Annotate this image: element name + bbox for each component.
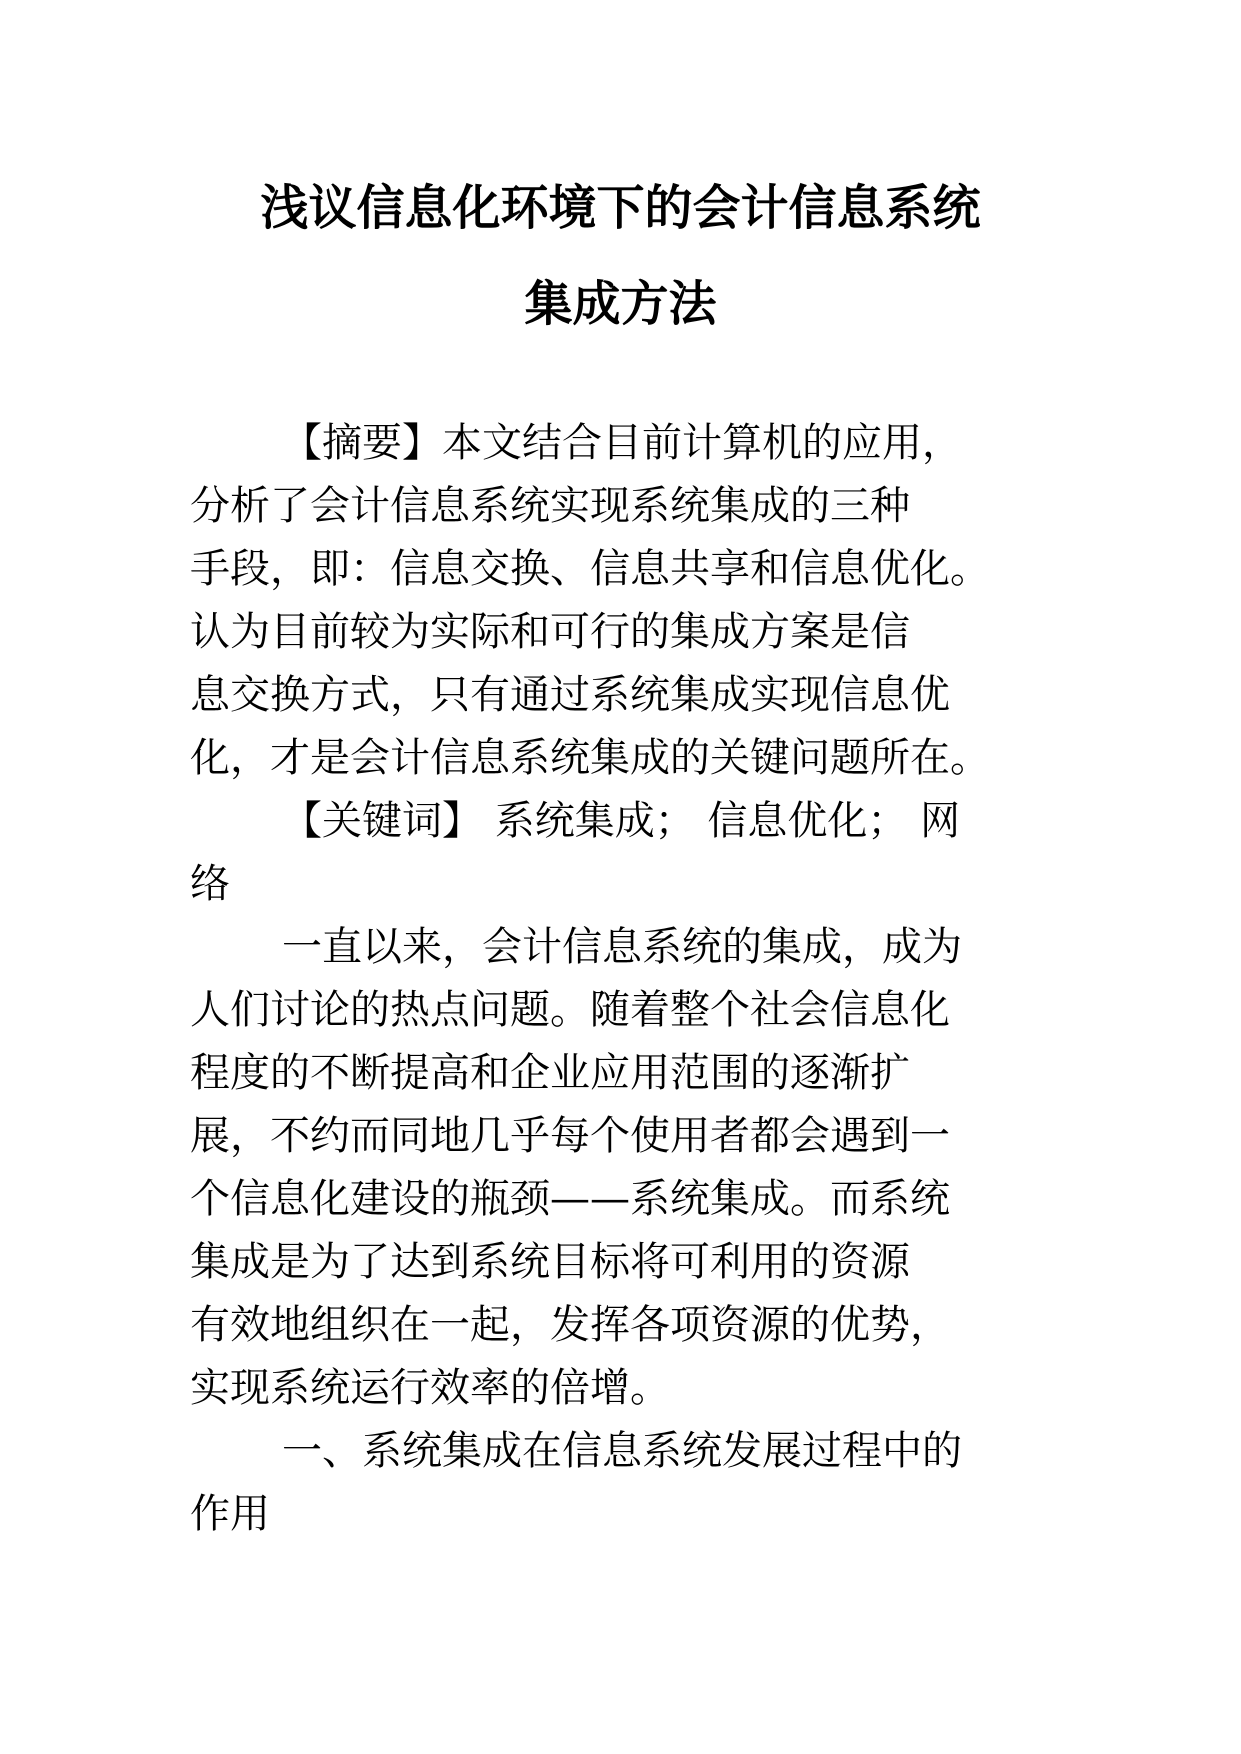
paragraph-line: 集成是为了达到系统目标将可利用的资源 [190,1239,910,1285]
keywords-line: 络 [190,861,230,907]
abstract-line: 认为目前较为实际和可行的集成方案是信 [190,609,910,655]
paragraph-line: 个信息化建设的瓶颈——系统集成。而系统 [190,1176,950,1222]
abstract-line: 息交换方式，只有通过系统集成实现信息优 [190,672,950,718]
abstract-line: 分析了会计信息系统实现系统集成的三种 [190,483,910,529]
title-line-2: 集成方法 [524,276,717,332]
title-line-1: 浅议信息化环境下的会计信息系统 [260,180,981,236]
section-heading-line: 一、系统集成在信息系统发展过程中的 [282,1428,962,1474]
section-heading-line: 作用 [190,1491,270,1537]
paragraph-line: 有效地组织在一起，发挥各项资源的优势， [190,1302,950,1348]
document-title [0,160,1241,352]
abstract-line: 手段，即：信息交换、信息共享和信息优化。 [190,546,990,592]
paragraph-line: 程度的不断提高和企业应用范围的逐渐扩 [190,1050,910,1096]
paragraph-line: 展，不约而同地几乎每个使用者都会遇到一 [190,1113,950,1159]
paragraph-line: 实现系统运行效率的倍增。 [190,1365,670,1411]
document-body [190,412,1060,1546]
paragraph-line: 一直以来，会计信息系统的集成，成为 [282,924,962,970]
abstract-line: 化，才是会计信息系统集成的关键问题所在。 [190,735,990,781]
abstract-line: 【摘要】本文结合目前计算机的应用， [282,420,962,466]
keywords-line: 【关键词】 系统集成； 信息优化； 网 [282,798,961,844]
paragraph-line: 人们讨论的热点问题。随着整个社会信息化 [190,987,950,1033]
